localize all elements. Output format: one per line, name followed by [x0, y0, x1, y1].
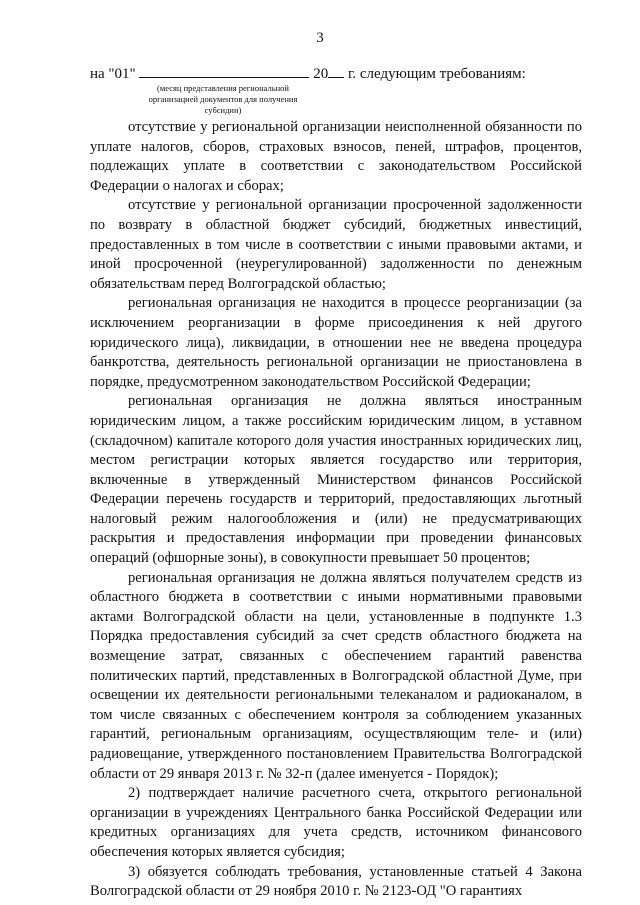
paragraph-other-funds: региональная организация не должна являться получателем средств из областного бюджета в соответствии с иными нормативными правовыми актами Волгоградской области на цели, установленные в подпункте 1.3 Порядка предоставления субсидий за счет средств областного бюджета на возмещение затрат, связанных с обеспечением гарантий равенства политических партий, представленных в Волгоградской областной Думе, при освещении их деятельности региональными телеканалом и радиоканалом, в том числе связанных с обеспечением контроля за соблюдением указанных гарантий, региональным организациям, осуществляющим теле- и (или) радиовещание, утвержденного постановлением Правительства Волгоградской области от 29 января 2013 г. № 32-п (далее именуется - Порядок); [90, 569, 582, 782]
date-prefix: на "01" [90, 66, 136, 82]
paragraph-tax-obligations: отсутствие у региональной организации неисполненной обязанности по уплате налогов, сборов, страховых взносов, пеней, штрафов, процентов, подлежащих уплате в соответствии с законодательством Российской Федерации о налогах и сборах; [90, 119, 582, 194]
month-blank [139, 64, 309, 78]
paragraph-overdue-debt: отсутствие у региональной организации просроченной задолженности по возврату в областной бюджет субсидий, бюджетных инвестиций, предоставленных в том числе в соответствии с иными правовыми актами, и иной просроченной (неурегулированной) задолженности по денежным обязательствам перед Волгоградской областью; [90, 197, 582, 292]
paragraph-foreign-entity: региональная организация не должна являться иностранным юридическим лицом, а также российским юридическим лицом, в уставном (складочном) капитале которого доля участия иностранных юридических лиц, местом регистрации которых является государство или территория, включенные в утвержденный Министерством финансов Российской Федерации перечень государств и территорий, предоставляющих льготный налоговый режим налогообложения и (или) не предусматривающих раскрытия и предоставления информации при проведении финансовых операций (офшорные зоны), в совокупности превышает 50 процентов; [90, 393, 582, 567]
document-body [90, 118, 582, 902]
date-requirement-line [90, 64, 590, 83]
year-prefix: 20 [313, 66, 329, 82]
paragraph-law-requirements: 3) обязуется соблюдать требования, установленные статьей 4 Закона Волгоградской области от 29 ноября 2010 г. № 2123-ОД "О гарантиях [90, 863, 582, 900]
date-suffix: г. следующим требованиям: [347, 66, 526, 82]
paragraph-reorganization: региональная организация не находится в процессе реорганизации (за исключением реорганизации в форме присоединения к ней другого юридического лица), ликвидации, в отношении нее не введена процедура банкротства, деятельность региональной организации не приостановлена в порядке, предусмотренном законодательством Российской Федерации; [90, 295, 582, 390]
paragraph-bank-account: 2) подтверждает наличие расчетного счета, открытого региональной организации в учреждениях Центрального банка Российской Федерации или кредитных организациях для учета средств, источником финансового обеспечения которых является субсидия; [90, 785, 582, 860]
page-number: 3 [316, 30, 324, 46]
month-caption: (месяц представления региональной организацией документов для получения субсидии) [148, 83, 298, 115]
year-blank [328, 64, 344, 78]
